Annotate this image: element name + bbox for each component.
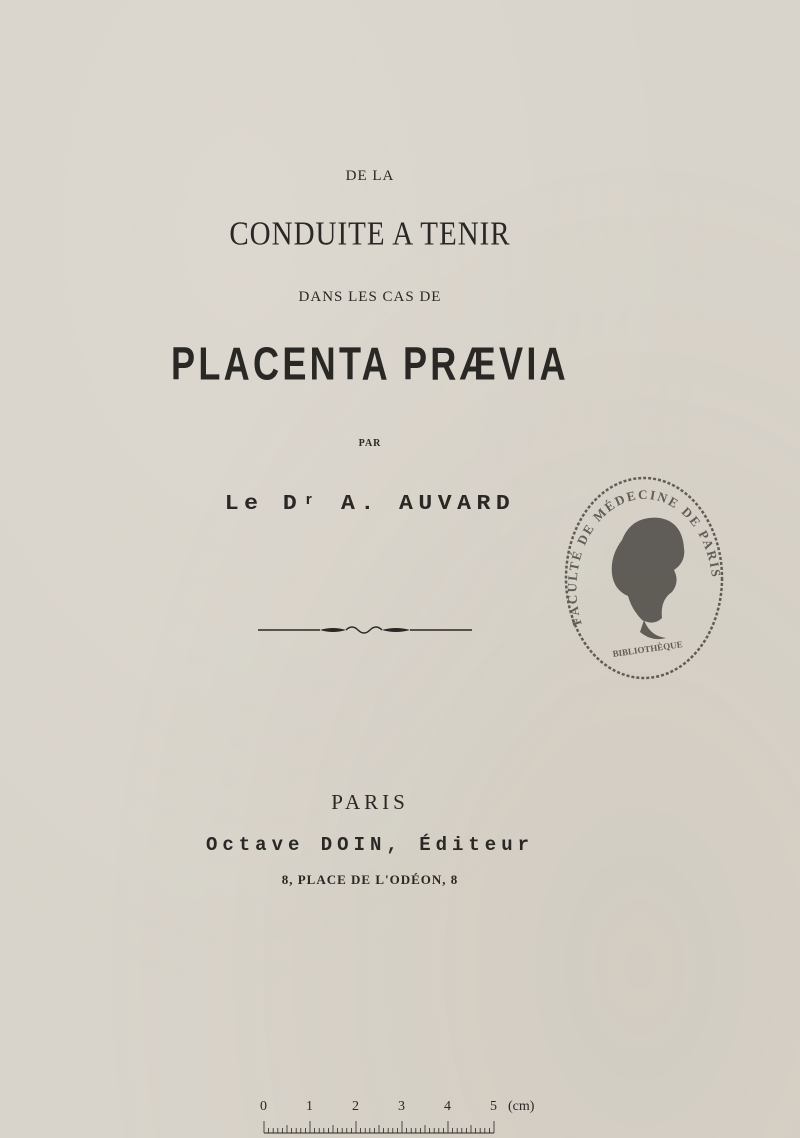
ruler-label: 1 (306, 1099, 313, 1114)
mid-title: DANS LES CAS DE (298, 289, 442, 305)
ruler-ticks (258, 1100, 498, 1136)
by-line: PAR (358, 438, 382, 449)
publisher-address: 8, PLACE DE L'ODÉON, 8 (281, 872, 459, 887)
main-title: PLACENTA PRÆVIA (170, 338, 569, 391)
svg-text:FACULTÉ DE MÉDECINE DE PARIS: FACULTÉ DE MÉDECINE DE PARIS (564, 486, 725, 628)
profile-portrait-icon (612, 518, 685, 639)
ruler-label: 5 (490, 1099, 497, 1114)
author-name: Le Dʳ A. AUVARD (224, 493, 516, 516)
ruler-label: 4 (444, 1099, 451, 1114)
svg-text:BIBLIOTHÈQUE: BIBLIOTHÈQUE (611, 639, 684, 659)
ruler-unit: (cm) (508, 1099, 535, 1114)
ruler-label: 2 (352, 1099, 359, 1114)
ruler-label: 3 (398, 1099, 405, 1114)
publisher-name: Octave DOIN, Éditeur (205, 834, 535, 856)
publication-city: PARIS (331, 790, 409, 814)
ornamental-rule (258, 620, 472, 640)
title-line: CONDUITE A TENIR (229, 215, 511, 253)
ruler-label: 0 (260, 1099, 267, 1114)
library-stamp (562, 470, 727, 685)
pre-title: DE LA (345, 168, 395, 184)
